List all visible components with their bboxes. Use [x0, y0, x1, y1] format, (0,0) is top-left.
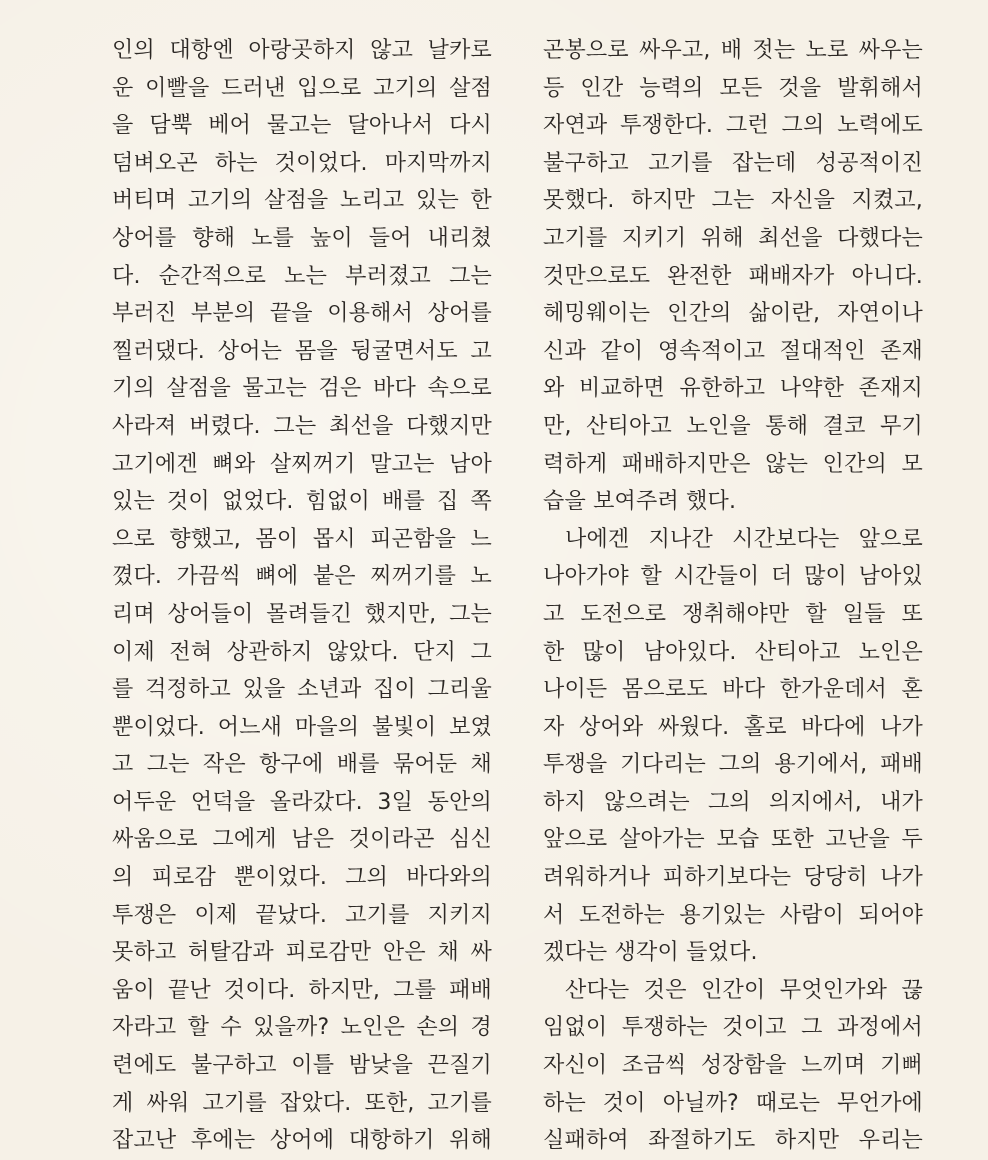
text-line: 리며 상어들이 몰려들긴 했지만, 그는 — [112, 601, 492, 627]
text-line: 다. 순간적으로 노는 부러졌고 그는 — [112, 263, 492, 289]
text-line: 자신이 조금씩 성장함을 느끼며 기뻐 — [543, 1053, 923, 1079]
text-line: 헤밍웨이는 인간의 삶이란, 자연이나 — [543, 301, 923, 327]
left-text-column — [112, 32, 492, 1160]
text-line: 으로 향했고, 몸이 몹시 피곤함을 느 — [112, 526, 492, 552]
text-line: 있는 것이 없었다. 힘없이 배를 집 쪽 — [112, 489, 492, 515]
text-line: 어두운 언덕을 올라갔다. 3일 동안의 — [112, 789, 492, 815]
text-line: 앞으로 살아가는 모습 또한 고난을 두 — [543, 827, 923, 853]
text-line: 와 비교하면 유한하고 나약한 존재지 — [543, 376, 923, 402]
text-line: 사라져 버렸다. 그는 최선을 다했지만 — [112, 413, 492, 439]
text-line: 게 싸워 고기를 잡았다. 또한, 고기를 — [112, 1090, 492, 1116]
text-line: 것만으로도 완전한 패배자가 아니다. — [543, 263, 923, 289]
text-line: 찔러댔다. 상어는 몸을 뒹굴면서도 고 — [112, 338, 492, 364]
text-line: 나이든 몸으로도 바다 한가운데서 혼 — [543, 677, 923, 703]
text-line: 불구하고 고기를 잡는데 성공적이진 — [543, 150, 923, 176]
text-line: 곤봉으로 싸우고, 배 젓는 노로 싸우는 — [543, 38, 923, 63]
text-line: 려워하거나 피하기보다는 당당히 나가 — [543, 865, 923, 891]
text-line: 자연과 투쟁한다. 그런 그의 노력에도 — [543, 113, 923, 139]
text-line: 자 상어와 싸웠다. 홀로 바다에 나가 — [543, 714, 923, 740]
text-line: 하지 않으려는 그의 의지에서, 내가 — [543, 789, 923, 815]
text-line: 투쟁은 이제 끝났다. 고기를 지키지 — [112, 902, 492, 928]
text-line: 싸움으로 그에게 남은 것이라곤 심신 — [112, 827, 492, 853]
text-line: 고기를 지키기 위해 최선을 다했다는 — [543, 225, 923, 251]
text-line: 겠다는 생각이 들었다. — [543, 940, 758, 966]
text-line: 투쟁을 기다리는 그의 용기에서, 패배 — [543, 752, 923, 778]
text-line: 이제 전혀 상관하지 않았다. 단지 그 — [112, 639, 492, 665]
text-line: 상어를 향해 노를 높이 들어 내리쳤 — [112, 225, 492, 251]
text-line: 의 피로감 뿐이었다. 그의 바다와의 — [112, 865, 492, 891]
text-line: 력하게 패배하지만은 않는 인간의 모 — [543, 451, 923, 477]
text-line: 못했다. 하지만 그는 자신을 지켰고, — [543, 188, 923, 214]
text-line: 운 이빨을 드러낸 입으로 고기의 살점 — [112, 75, 492, 101]
text-line: 뿐이었다. 어느새 마을의 불빛이 보였 — [112, 714, 492, 740]
text-line: 움이 끝난 것이다. 하지만, 그를 패배 — [112, 977, 492, 1003]
text-line: 한 많이 남아있다. 산티아고 노인은 — [543, 639, 923, 665]
text-line: 을 담뿍 베어 물고는 달아나서 다시 — [112, 113, 492, 139]
text-line: 신과 같이 영속적이고 절대적인 존재 — [543, 338, 923, 364]
text-line: 실패하여 좌절하기도 하지만 우리는 — [543, 1128, 923, 1154]
text-line: 나에겐 지나간 시간보다는 앞으로 — [565, 526, 923, 552]
text-line: 산다는 것은 인간이 무엇인가와 끊 — [565, 977, 923, 1003]
text-line: 하는 것이 아닐까? 때로는 무언가에 — [543, 1090, 923, 1116]
text-line: 를 걱정하고 있을 소년과 집이 그리울 — [112, 677, 492, 703]
text-line: 등 인간 능력의 모든 것을 발휘해서 — [543, 75, 923, 101]
text-line: 고 그는 작은 항구에 배를 묶어둔 채 — [112, 752, 492, 778]
text-line: 덤벼오곤 하는 것이었다. 마지막까지 — [112, 150, 492, 176]
text-line: 기의 살점을 물고는 검은 바다 속으로 — [112, 376, 492, 402]
text-line: 임없이 투쟁하는 것이고 그 과정에서 — [543, 1015, 923, 1041]
text-line: 꼈다. 가끔씩 뼈에 붙은 찌꺼기를 노 — [112, 564, 492, 590]
right-text-column — [543, 32, 923, 1160]
text-line: 부러진 부분의 끝을 이용해서 상어를 — [112, 301, 492, 327]
text-line: 련에도 불구하고 이틀 밤낮을 끈질기 — [112, 1053, 492, 1079]
text-line: 고기에겐 뼈와 살찌꺼기 말고는 남아 — [112, 451, 492, 477]
text-line: 고 도전으로 쟁취해야만 할 일들 또 — [543, 601, 923, 627]
text-line: 인의 대항엔 아랑곳하지 않고 날카로 — [112, 38, 492, 63]
text-line: 서 도전하는 용기있는 사람이 되어야 — [543, 902, 923, 928]
text-line: 습을 보여주려 했다. — [543, 489, 737, 515]
text-line: 버티며 고기의 살점을 노리고 있는 한 — [112, 188, 492, 214]
text-line: 자라고 할 수 있을까? 노인은 손의 경 — [112, 1015, 492, 1041]
text-line: 못하고 허탈감과 피로감만 안은 채 싸 — [112, 940, 492, 966]
text-line: 잡고난 후에는 상어에 대항하기 위해 — [112, 1128, 492, 1154]
text-line: 나아가야 할 시간들이 더 많이 남아있 — [543, 564, 923, 590]
text-line: 만, 산티아고 노인을 통해 결코 무기 — [543, 413, 923, 439]
